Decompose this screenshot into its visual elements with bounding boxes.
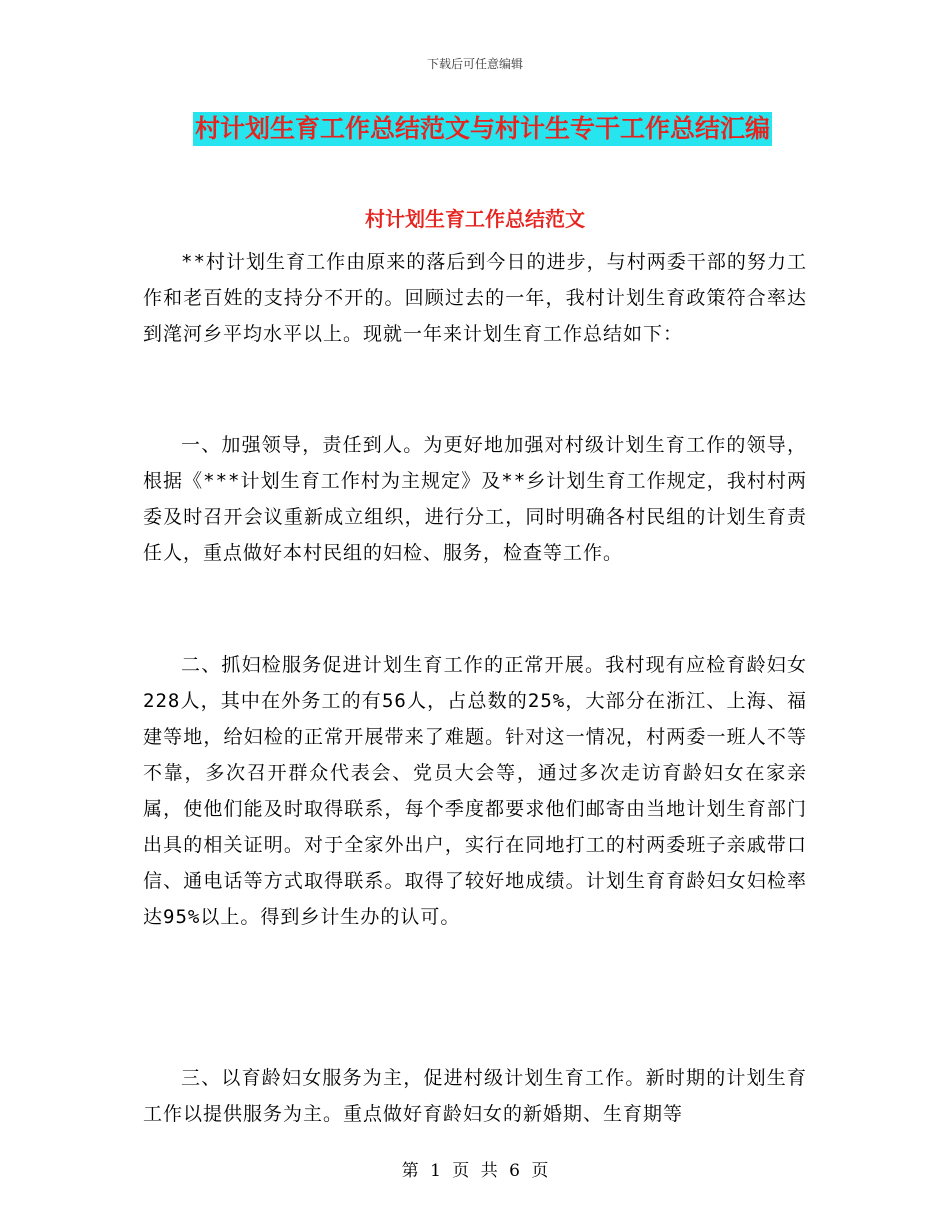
- paragraph-section-3: 三、以育龄妇女服务为主，促进村级计划生育工作。新时期的计划生育工作以提供服务为主。重点做好育龄妇女的新婚期、生育期等: [143, 1067, 807, 1125]
- document-main-title: 村计划生育工作总结范文与村计生专干工作总结汇编: [193, 112, 772, 146]
- paragraph-section-1: 一、加强领导，责任到人。为更好地加强对村级计划生育工作的领导，根据《***计划生育工作村为主规定》及**乡计划生育工作规定，我村村两委及时召开会议重新成立组织，进行分工，同时明确各村民组的计划生育责任人，重点做好本村民组的妇检、服务，检查等工作。: [143, 434, 807, 564]
- paragraph-section-2: 二、抓妇检服务促进计划生育工作的正常开展。我村现有应检育龄妇女228人，其中在外务工的有56人，占总数的25%，大部分在浙江、上海、福建等地，给妇检的正常开展带来了难题。针对这一情况，村两委一班人不等不靠，多次召开群众代表会、党员大会等，通过多次走访育龄妇女在家亲属，使他们能及时取得联系，每个季度都要求他们邮寄由当地计划生育部门出具的相关证明。对于全家外出户，实行在同地打工的村两委班子亲戚带口信、通电话等方式取得联系。取得了较好地成绩。计划生育育龄妇女妇检率达95%以上。得到乡计生办的认可。: [143, 654, 807, 928]
- paragraph-intro: **村计划生育工作由原来的落后到今日的进步，与村两委干部的努力工作和老百姓的支持分不开的。回顾过去的一年，我村计划生育政策符合率达到滗河乡平均水平以上。现就一年来计划生育工作总结如下：: [143, 251, 807, 345]
- document-sub-title: 村计划生育工作总结范文: [365, 207, 585, 231]
- header-note: 下载后可任意编辑: [426, 57, 523, 71]
- page-number-footer: 第 1 页 共 6 页: [401, 1161, 549, 1181]
